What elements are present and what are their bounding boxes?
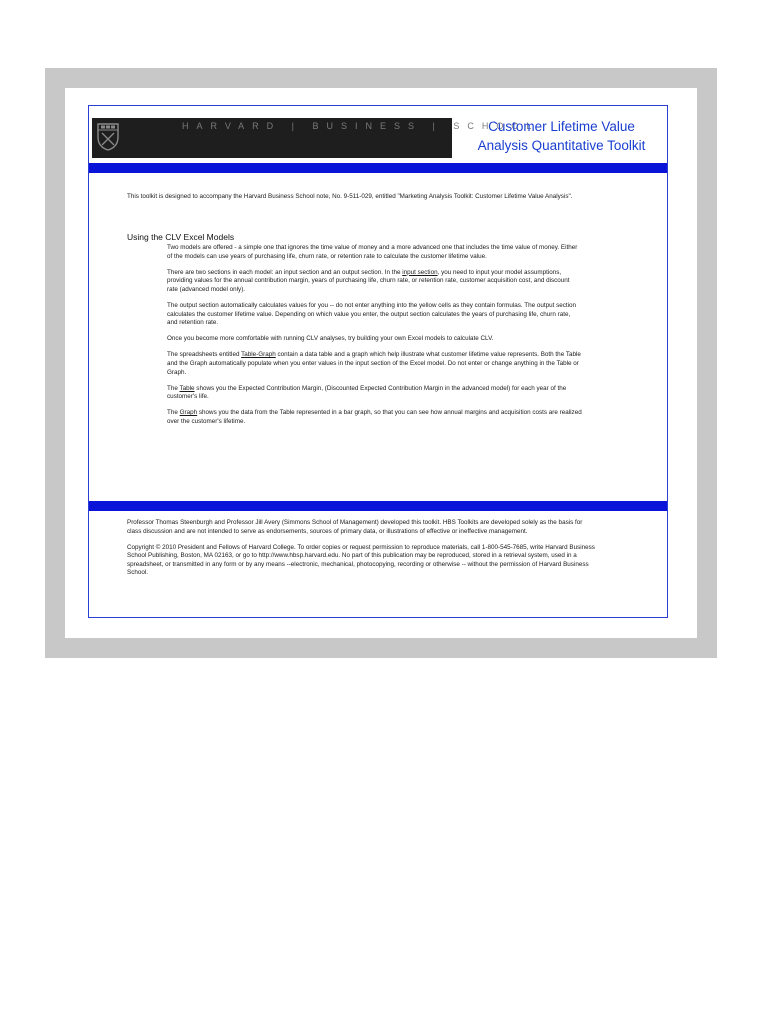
paragraph-graph: [167, 409, 582, 426]
top-blue-band: [89, 163, 667, 173]
text-run: shows you the Expected Contribution Margin, (Discounted Expected Contribution Margin in the advanced model) for each year of the customer's life.: [167, 384, 567, 401]
toolkit-title-line2: Analysis Quantitative Toolkit: [477, 138, 646, 153]
toolkit-sheet: [88, 105, 668, 618]
hbs-header-bar: [92, 118, 540, 158]
paragraph-comfortable: Once you become more comfortable with running CLV analyses, try building your own Excel models to calculate CLV.: [167, 335, 494, 343]
footer-copyright: Copyright © 2010 President and Fellows of Harvard College. To order copies or request permission to reproduce materials, call 1-800-545-7685, write Harvard Business School Publishing, Boston, MA 02163, or go to http://www.hbsp.harvard.edu. No part of this publication may be reproduced, stored in a retrieval system, used in a spreadsheet, or transmitted in any form or by any means --electronic, mechanical, photocopying, recording or otherwise -- without the permission of Harvard Business School.: [127, 543, 595, 577]
section-title: Using the CLV Excel Models: [127, 232, 235, 242]
intro-paragraph: This toolkit is designed to accompany the Harvard Business School note, No. 9-511-029, entitled "Marketing Analysis Toolkit: Customer Lifetime Value Analysis".: [127, 193, 573, 200]
table-graph-link[interactable]: Table-Graph: [241, 351, 276, 359]
graph-link[interactable]: Graph: [179, 409, 198, 417]
text-run: The: [167, 409, 180, 417]
footer-authors: Professor Thomas Steenburgh and Professor Jill Avery (Simmons School of Management) developed this toolkit. HBS Toolkits are developed solely as the basis for class discussion and are not intended to serve as endorsements, sources of primary data, or illustrations of effective or ineffective management.: [127, 519, 583, 535]
paragraph-sections: [167, 269, 582, 295]
text-run: contain a data table and a graph which help illustrate what customer lifetime value represents. Both the Table and the Graph automatically populate when you enter values in the input section of the Excel model. Do not enter or change anything in the Table or Graph.: [167, 351, 581, 376]
bottom-blue-band: [89, 501, 667, 511]
paragraph-table: [167, 385, 582, 402]
paragraph-output: The output section automatically calculates values for you -- do not enter anything into the yellow cells as they contain formulas. The output section calculates the customer lifetime value. Depending on which value you enter, the output section calculates the years of purchasing life, churn rate, and retention rate.: [167, 301, 577, 327]
footer: [127, 519, 597, 586]
text-run: The spreadsheets entitled: [167, 351, 242, 359]
paragraph-spreadsheets: [167, 351, 582, 377]
document-page: [65, 88, 697, 638]
section-body: [167, 244, 582, 434]
hbs-shield-icon: [97, 123, 119, 151]
text-run: The: [167, 384, 180, 392]
text-run: There are two sections in each model: an input section and an output section. In the: [167, 268, 403, 276]
toolkit-title-line1: Customer Lifetime Value: [488, 119, 635, 134]
toolkit-title: [459, 117, 664, 155]
text-run: shows you the data from the Table represented in a bar graph, so that you can see how annual margins and acquisition costs are realized over the customer's lifetime.: [167, 409, 582, 425]
table-link[interactable]: Table: [179, 384, 195, 392]
hbs-wordmark: HARVARD | BUSINESS | SCHOOL: [182, 121, 540, 131]
input-section-link[interactable]: input section: [402, 268, 438, 276]
paragraph-models: Two models are offered - a simple one that ignores the time value of money and a more advanced one that includes the time value of money. Either of the models can use years of purchasing life, churn rate, or retention rate to calculate the customer lifetime value.: [167, 244, 578, 260]
document-frame: [45, 68, 717, 658]
text-run: , you need to input your model assumptions, providing values for the annual contribution margin, years of purchasing life, churn rate, or retention rate, customer acquisition cost, and discount rate (advanced model only).: [167, 268, 570, 293]
